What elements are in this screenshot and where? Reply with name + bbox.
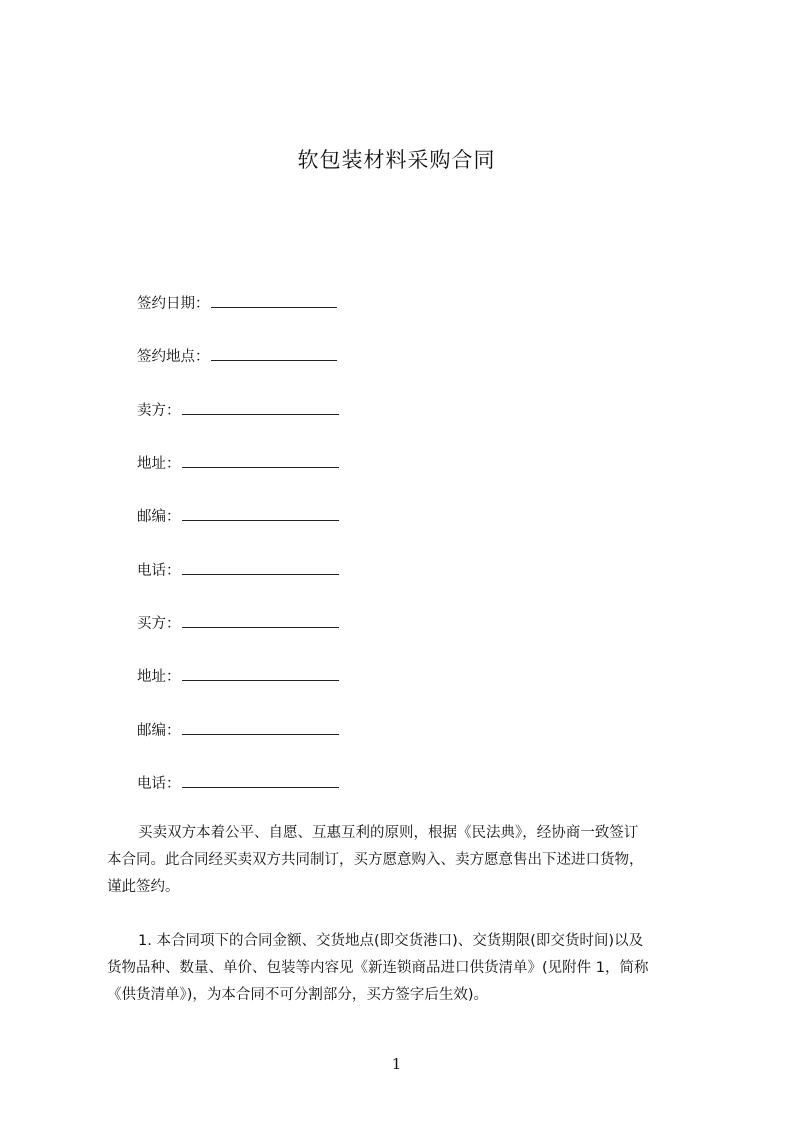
fill-in-line[interactable]	[182, 665, 339, 681]
paragraph-line: 《供货清单》)，为本合同不可分割部分，买方签字后生效)。	[107, 987, 489, 1003]
paragraph-line: 货物品种、数量、单价、包装等内容见《新连锁商品进口供货清单》(见附件 1，简称	[107, 960, 649, 976]
field-label: 签约日期：	[137, 296, 210, 312]
document-title: 软包装材料采购合同	[297, 148, 496, 172]
field-label: 地址：	[137, 669, 181, 685]
field-signing-place	[137, 345, 337, 366]
field-seller	[137, 399, 339, 420]
field-label: 签约地点：	[137, 349, 210, 365]
page-number: 1	[391, 1055, 402, 1073]
fill-in-line[interactable]	[182, 719, 339, 735]
field-label: 邮编：	[137, 723, 181, 739]
field-buyer-postcode	[137, 719, 339, 740]
fill-in-line[interactable]	[182, 612, 339, 628]
field-label: 邮编：	[137, 509, 181, 525]
field-label: 卖方：	[137, 403, 181, 419]
field-seller-postcode	[137, 505, 339, 526]
paragraph-clause-1	[107, 928, 677, 1009]
field-signing-date	[137, 292, 337, 313]
fill-in-line[interactable]	[182, 399, 339, 415]
field-buyer-address	[137, 665, 339, 686]
field-label: 买方：	[137, 616, 181, 632]
fill-in-line[interactable]	[211, 292, 337, 308]
paragraph-line: 买卖双方本着公平、自愿、互惠互利的原则，根据《民法典》，经协商一致签订	[138, 825, 639, 841]
field-label: 电话：	[137, 776, 181, 792]
fill-in-line[interactable]	[182, 559, 339, 575]
paragraph-preamble	[107, 820, 677, 901]
fill-in-line[interactable]	[182, 772, 339, 788]
paragraph-line: 1. 本合同项下的合同金额、交货地点(即交货港口)、交货期限(即交货时间)以及	[138, 933, 644, 949]
field-label: 地址：	[137, 456, 181, 472]
field-buyer-phone	[137, 772, 339, 793]
field-seller-phone	[137, 559, 339, 580]
fill-in-line[interactable]	[182, 505, 339, 521]
paragraph-line: 谨此签约。	[107, 879, 180, 895]
fill-in-line[interactable]	[211, 345, 337, 361]
fill-in-line[interactable]	[182, 452, 339, 468]
field-buyer	[137, 612, 339, 633]
paragraph-line: 本合同。此合同经买卖双方共同制订，买方愿意购入、卖方愿意售出下述进口货物，	[107, 852, 644, 868]
field-label: 电话：	[137, 563, 181, 579]
field-seller-address	[137, 452, 339, 473]
